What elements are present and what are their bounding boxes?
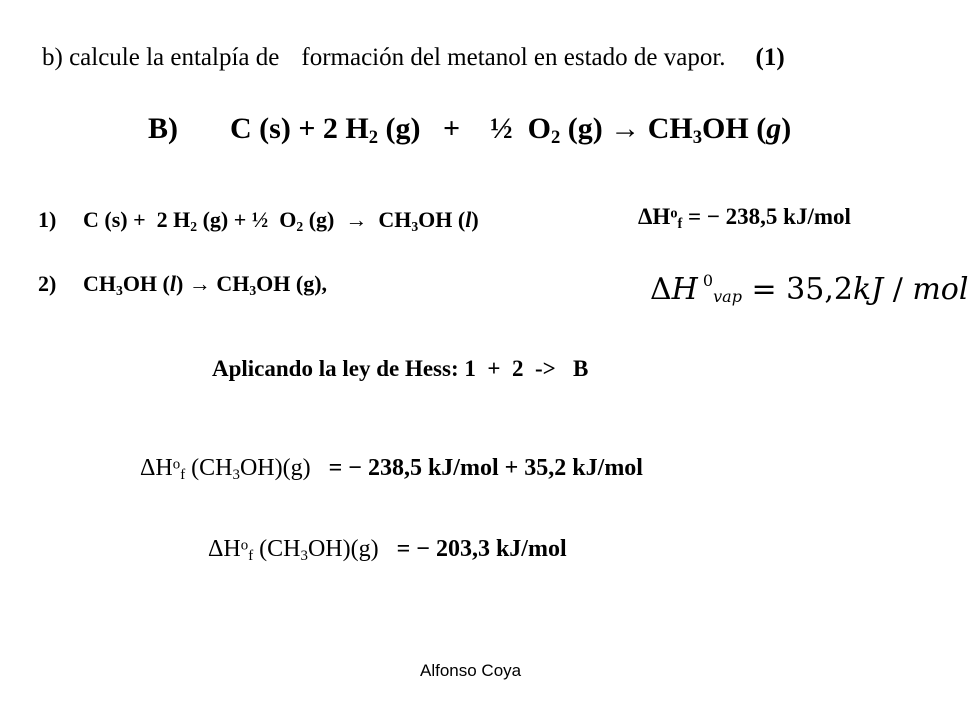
footer-author: Alfonso Coya: [420, 661, 522, 680]
target-equation: [148, 112, 792, 149]
calculation-line-1: [140, 455, 643, 482]
step-2-enthalpy: ΔH $^0$vap = 35,2kJ / mol: [650, 271, 968, 307]
step-2-equation: [38, 271, 327, 297]
question-text-part-a: b) calcule la entalpía de: [42, 44, 280, 71]
step-1-enthalpy: $\Delta H^o_f$ = − 238,5 kJ/mol: [638, 204, 851, 232]
hess-law-label: Aplicando la ley de Hess:: [212, 356, 459, 381]
target-equation-formula: C (s) + 2 $H_2$ (g) + ½ $O_2$ $(g) \to CH_3OH$ (g): [230, 112, 792, 149]
step-1-number: 1): [38, 207, 57, 232]
calculation-rhs-1: = − 238,5 kJ/mol + 35,2 kJ/mol: [328, 455, 643, 481]
step-1-formula: C (s) + 2 $H_2$ (g) + ½ $O_2$ $(g) \to CH_3OH$ (l): [83, 207, 479, 234]
step-1-equation: [38, 207, 479, 233]
target-equation-label: B): [148, 112, 178, 145]
hess-law-expression: 1 + 2 -> B: [464, 356, 589, 381]
hess-law-statement: [212, 356, 588, 382]
calculation-lhs: $\Delta H^o_f$ $(CH_3OH)(g)$: [140, 455, 311, 484]
calculation-line-2: [208, 536, 567, 563]
step-2-formula: $CH_3OH$ $(l) \to CH_3OH$ (g),: [83, 271, 328, 298]
question-text-part-b: formación del metanol en estado de vapor.: [301, 44, 726, 71]
step-2-number: 2): [38, 271, 57, 296]
calculation-result: = − 203,3 kJ/mol: [396, 536, 567, 562]
question-text: [42, 44, 785, 72]
calculation-lhs-2: $\Delta H^o_f$ $(CH_3OH)(g)$: [208, 536, 379, 565]
question-reference: (1): [755, 44, 785, 71]
